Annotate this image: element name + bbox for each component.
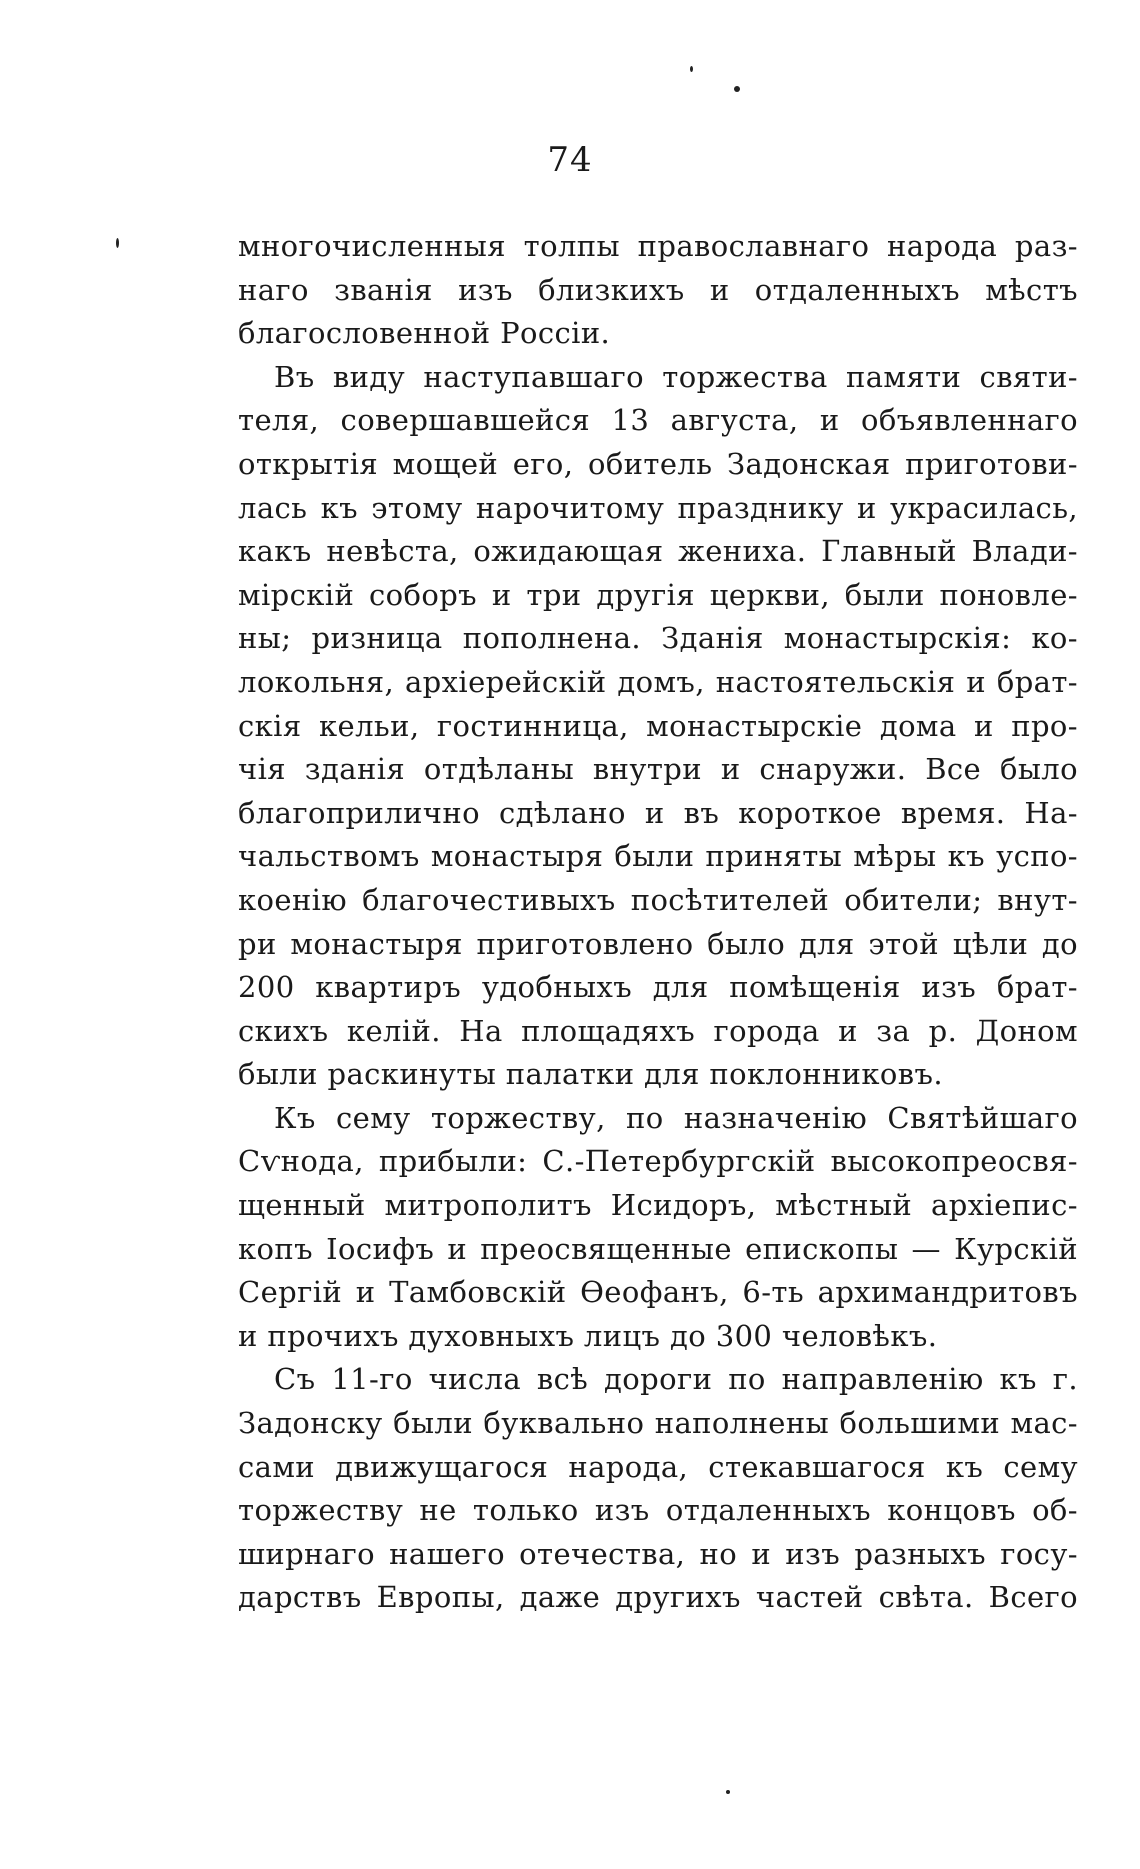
text-line: чія зданія отдѣланы внутри и снаружи. Все было <box>238 752 1078 787</box>
text-line: какъ невѣста, ожидающая жениха. Главный Влади- <box>238 534 1078 569</box>
text-line: чальствомъ монастыря были приняты мѣры къ успо- <box>238 839 1078 874</box>
text-line: Задонску были буквально наполнены большими мас- <box>238 1406 1078 1441</box>
text-line: скія кельи, гостинница, монастырскіе дома и про- <box>238 708 1078 743</box>
scan-speck <box>734 86 740 92</box>
text-line: дарствъ Европы, даже другихъ частей свѣта. Всего <box>238 1580 1078 1615</box>
text-line: скихъ келій. На площадяхъ города и за р. Доном <box>238 1013 1078 1048</box>
text-line: лась къ этому нарочитому празднику и украсилась, <box>238 490 1078 525</box>
paragraph <box>238 225 1078 356</box>
text-line: щенный митрополитъ Исидоръ, мѣстный архіепис- <box>238 1188 1078 1223</box>
text-line: локольня, архіерейскій домъ, настоятельскія и брат- <box>238 664 1078 699</box>
text-line: мірскій соборъ и три другія церкви, были поновле- <box>238 577 1078 612</box>
text-line: благословенной Россіи. <box>238 316 611 351</box>
text-line: сами движущагося народа, стекавшагося къ сему <box>238 1449 1078 1484</box>
paragraph <box>238 1097 1078 1359</box>
text-line: Сѵнода, прибыли: С.-Петербургскій высокопреосвя- <box>238 1144 1078 1179</box>
scan-speck <box>726 1790 730 1794</box>
text-line: торжеству не только изъ отдаленныхъ концовъ об- <box>238 1493 1078 1528</box>
text-line: были раскинуты палатки для поклонниковъ. <box>238 1057 943 1092</box>
text-line: ны; ризница пополнена. Зданія монастырскія: ко- <box>238 621 1078 656</box>
text-line: Сергій и Тамбовскій Ѳеофанъ, 6-ть архимандритовъ <box>238 1275 1078 1310</box>
text-line: наго званія изъ близкихъ и отдаленныхъ мѣстъ <box>238 272 1078 307</box>
text-line: теля, совершавшейся 13 августа, и объявленнаго <box>238 403 1078 438</box>
body-text <box>238 225 1078 1620</box>
scan-speck <box>116 238 119 248</box>
text-line: копъ Іосифъ и преосвященные епископы — Курскій <box>238 1231 1078 1266</box>
page-number: 74 <box>547 140 593 180</box>
text-line: Къ сему торжеству, по назначенію Святѣйшаго <box>274 1100 1078 1135</box>
text-line: Съ 11-го числа всѣ дороги по направленію къ г. <box>274 1362 1078 1397</box>
text-line: благоприлично сдѣлано и въ короткое время. На- <box>238 795 1078 830</box>
text-line: многочисленныя толпы православнаго народа раз- <box>238 229 1078 263</box>
text-line: ширнаго нашего отечества, но и изъ разныхъ госу- <box>238 1536 1078 1571</box>
text-line: Въ виду наступавшаго торжества памяти святи- <box>274 359 1078 394</box>
paragraph <box>238 356 1078 1097</box>
text-line: ри монастыря приготовлено было для этой цѣли до <box>238 926 1078 961</box>
text-line: коенію благочестивыхъ посѣтителей обители; внут- <box>238 882 1078 917</box>
text-line: и прочихъ духовныхъ лицъ до 300 человѣкъ. <box>238 1318 938 1353</box>
scan-speck <box>690 66 693 72</box>
text-line: открытія мощей его, обитель Задонская приготови- <box>238 446 1078 481</box>
paragraph <box>238 1358 1078 1620</box>
text-line: 200 квартиръ удобныхъ для помѣщенія изъ брат- <box>238 970 1078 1005</box>
